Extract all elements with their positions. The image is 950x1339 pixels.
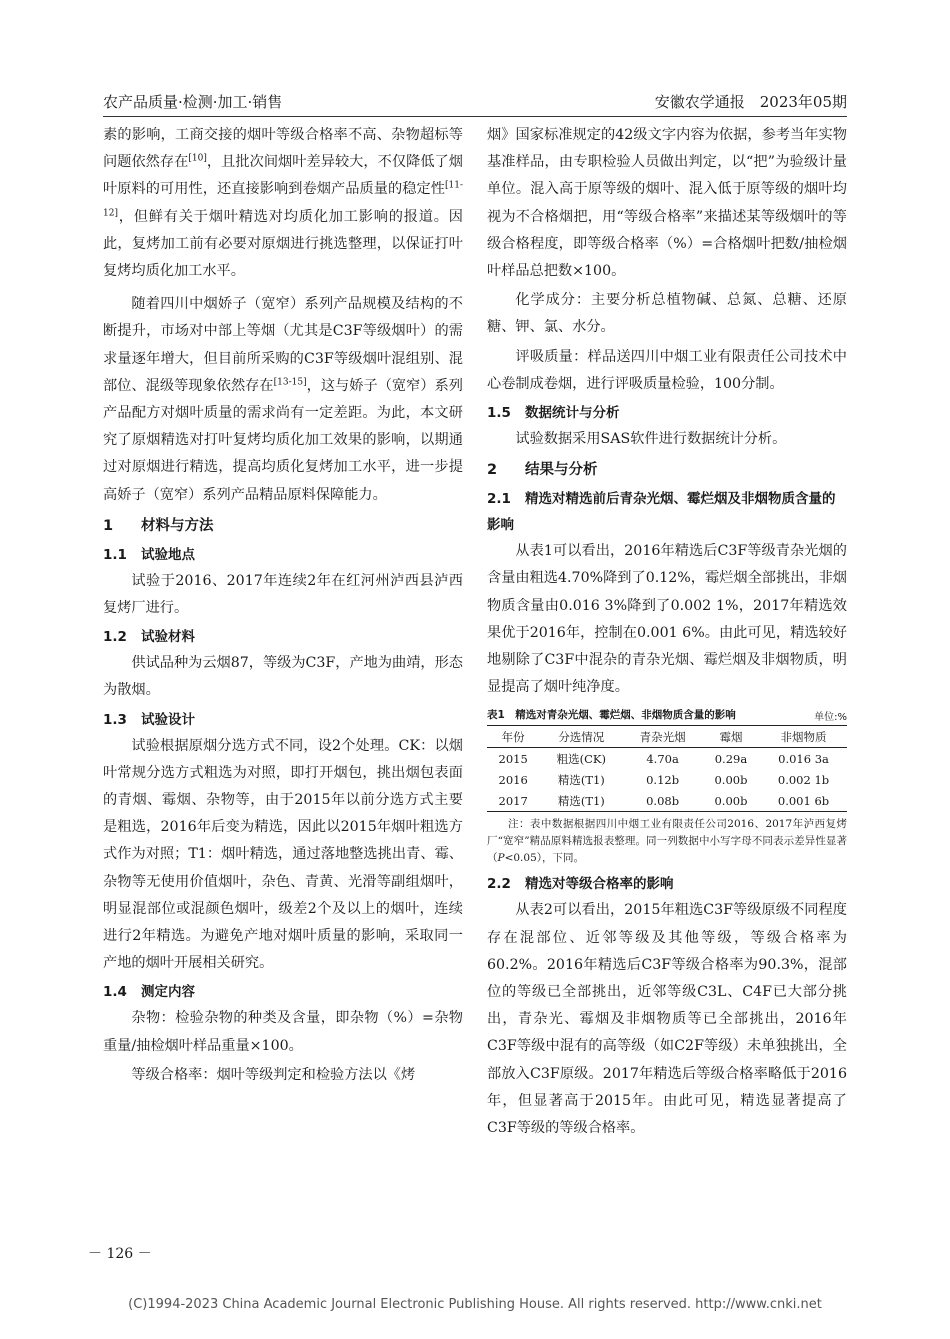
table-cell: 0.016 3a [778,751,829,766]
subsection-heading-2-2: 2.2 精选对等级合格率的影响 [487,876,674,893]
citation-ref[interactable]: [13-15] [273,377,307,388]
table-cell: 2016 [498,772,528,787]
right-column [487,122,847,1144]
paragraph-smoking-quality: 评吸质量：样品送四川中烟工业有限责任公司技术中心卷制成卷烟，进行评吸质量检验，100分制。 [487,348,847,392]
table-cell: 0.00b [714,772,748,787]
section-heading-1: 1 材料与方法 [103,517,214,534]
table-cell: 0.001 6b [760,790,847,812]
paragraph-1-4-impurity: 杂物：检验杂物的种类及含量，即杂物（%）=杂物重量/抽检烟叶样品重量×100。 [103,1010,463,1054]
table-cell: 0.002 1b [777,772,830,787]
citation-ref[interactable]: [11-12] [103,180,463,218]
subsection-heading-2-1: 2.1 精选对精选前后青杂光烟、霉烂烟及非烟物质含量的影响 [487,491,836,534]
table-cell: 0.29a [714,751,748,766]
subsection-heading-1-5: 1.5 数据统计与分析 [487,405,620,422]
table-cell: 4.70a [646,751,679,766]
subsection-heading-1-4: 1.4 测定内容 [103,984,195,1001]
table-cell: 精选(T1) [539,790,623,812]
table-cell: 2015 [498,751,528,766]
table-header-cell: 分选情况 [539,726,623,748]
table-cell: 0.08b [623,790,702,812]
running-header-section: 农产品质量·检测·加工·销售 [103,93,283,111]
table-cell: 粗选(CK) [556,751,606,766]
table-header-cell: 年份 [487,726,539,748]
table-header-cell: 青杂光烟 [623,726,702,748]
running-header-journal: 安徽农学通报 2023年05期 [654,93,847,111]
table-row [487,769,847,790]
table-cell: 精选(T1) [557,772,605,787]
paragraph-intro-continued: 素的影响，工商交接的烟叶等级合格率不高、杂物超标等问题依然存在[10]，且批次间烟叶差异较大，不仅降低了烟叶原料的可用性，还直接影响到卷烟产品质量的稳定性[11-12]，但鲜有关于烟叶精选对均质化加工影响的报道。因此，复烤加工前有必要对原烟进行挑选整理，以保证打叶复烤均质化加工水平。 [103,127,463,280]
table-1-unit: 单位:% [814,712,847,724]
paragraph-1-5: 试验数据采用SAS软件进行数据统计分析。 [515,431,787,448]
table-1-caption: 表1 精选对青杂光烟、霉烂烟、非烟物质含量的影响 单位:% [487,709,847,724]
paragraph-1-3: 试验根据原烟分选方式不同，设2个处理。CK：以烟叶常规分选方式粗选为对照，即打开烟包，挑出烟包表面的青烟、霉烟、杂物等，由于2015年以前分选方式主要是粗选，2016年后变为精选，因此以2015年烟叶粗选方式作为对照；T1：烟叶精选，通过落地整选挑出青、霉、杂物等无使用价值烟叶，杂色、青黄、光滑等副组烟叶，明显混部位或混颜色烟叶，级差2个及以上的烟叶，连续进行2年精选。为避免产地对烟叶质量的影响，采取同一产地的烟叶开展相关研究。 [103,737,463,972]
citation-ref[interactable]: [10] [188,153,207,164]
table-cell: 0.12b [646,772,680,787]
subsection-heading-1-1: 1.1 试验地点 [103,546,195,563]
table-header-cell: 霉烟 [702,726,760,748]
subsection-heading-1-3: 1.3 试验设计 [103,711,195,728]
copyright-footer: (C)1994-2023 China Academic Journal Electronic Publishing House. All rights reserved. http://www.cnki.net [128,1297,822,1312]
table-row [487,790,847,812]
table-header-cell: 非烟物质 [760,726,847,748]
paragraph-1-1: 试验于2016、2017年连续2年在红河州泸西县泸西复烤厂进行。 [103,572,463,617]
header-rule [103,116,847,117]
paragraph-1-2: 供试品种为云烟87，等级为C3F，产地为曲靖，形态为散烟。 [103,655,463,699]
table-row [487,748,847,770]
left-column [103,122,463,1091]
table-cell: 0.00b [702,790,760,812]
paragraph-chemical: 化学成分：主要分析总植物碱、总氮、总糖、还原糖、钾、氯、水分。 [487,292,847,336]
subsection-heading-1-2: 1.2 试验材料 [103,629,195,646]
table-1-note: 注：表中数据根据四川中烟工业有限责任公司2016、2017年泸西复烤厂“宽窄”精品原料精选报表整理。同一列数据中小写字母不同表示差异性显著（P<0.05），下同。 [487,818,847,865]
section-heading-2: 2 结果与分析 [487,462,598,479]
paragraph-grade-continued: 烟》国家标准规定的42级文字内容为依据，参考当年实物基准样品，由专职检验人员做出判定，以“把”为验级计量单位。混入高于原等级的烟叶、混入低于原等级的烟叶均视为不合格烟把，用“等级合格率”来描述某等级烟叶的等级合格程度，即等级合格率（%）=合格烟叶把数/抽检烟叶样品总把数×100。 [487,127,847,280]
paragraph-intro-2: 随着四川中烟娇子（宽窄）系列产品规模及结构的不断提升，市场对中部上等烟（尤其是C3F等级烟叶）的需求量逐年增大，但目前所采购的C3F等级烟叶混组别、混部位、混级等现象依然存在[13-15]，这与娇子（宽窄）系列产品配方对烟叶质量的需求尚有一定差距。为此，本文研究了原烟精选对打叶复烤均质化加工效果的影响，以期通过对原烟进行精选，提高均质化复烤加工水平，进一步提高娇子（宽窄）系列产品精品原料保障能力。 [103,296,463,503]
paragraph-2-1: 从表1可以看出，2016年精选后C3F等级青杂光烟的含量由粗选4.70%降到了0.12%，霉烂烟全部挑出，非烟物质含量由0.016 3%降到了0.002 1%，2017年精选效果优于2016年，控制在0.001 6%。由此可见，精选较好地剔除了C3F中混杂的青杂光烟、霉烂烟及非烟物质，明显提高了烟叶纯净度。 [487,543,847,696]
page-number: － 126 － [88,1246,152,1262]
table-1 [487,725,847,812]
paragraph-2-2: 从表2可以看出，2015年粗选C3F等级原级不同程度存在混部位、近邻等级及其他等级，等级合格率为60.2%。2016年精选后C3F等级合格率为90.3%，混部位的等级已全部挑出，近邻等级C3L、C4F已大部分挑出，青杂光、霉烟及非烟物质等已全部挑出，2016年C3F等级中混有的高等级（如C2F等级）未单独挑出，全部放入C3F原级。2017年精选后等级合格率略低于2016年，但显著高于2015年。由此可见，精选显著提高了C3F等级的等级合格率。 [487,902,847,1137]
paragraph-1-4-grade: 等级合格率：烟叶等级判定和检验方法以《烤 [131,1066,416,1083]
table-cell: 2017 [487,790,539,812]
table-header-row [487,726,847,748]
